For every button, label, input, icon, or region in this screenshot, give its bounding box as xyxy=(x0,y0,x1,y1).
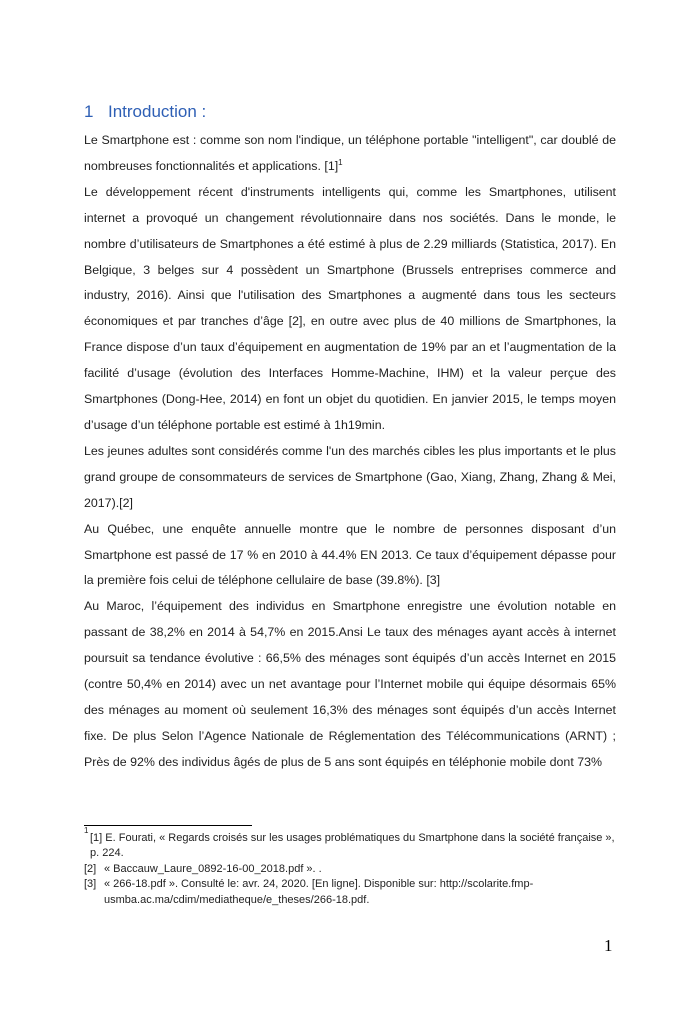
paragraph-morocco: Au Maroc, l’équipement des individus en Smartphone enregistre une évolution notable en passant de 38,2% en 2014 à 54,7% en 2015.Ansi Le taux des ménages ayant accès à internet poursuit sa tendance évolutive : 66,5% des ménages sont équipés d’un accès Internet en 2015 (contre 50,4% en 2014) avec un net avantage pour l’Internet mobile qui équipe désormais 65% des ménages au moment où seulement 16,3% des ménages sont équipés d’un accès Internet fixe. De plus Selon l’Agence Nationale de Réglementation des Télécommunications (ARNT) ; Près de 92% des individus âgés de plus de 5 ans sont équipés en téléphonie mobile dont 73% xyxy=(84,599,616,769)
footnote-mark: [3] xyxy=(84,878,97,891)
footnote-item xyxy=(84,826,616,862)
paragraph-smartphone-definition xyxy=(84,128,616,180)
footnote-mark: [2] xyxy=(84,862,97,875)
section-number: 1 xyxy=(84,102,94,121)
footnote-text: [1] E. Fourati, « Regards croisés sur les usages problématiques du Smartphone dans la société française », p. 224. xyxy=(90,832,615,860)
footnote-reference: 1 xyxy=(338,157,343,167)
footnotes xyxy=(84,826,616,908)
paragraph-quebec: Au Québec, une enquête annuelle montre que le nombre de personnes disposant d’un Smartphone est passé de 17 % en 2010 à 44.4% EN 2013. Ce taux d’équipement dépasse pour la première fois celui de téléphone cellulaire de base (39.8%). [3] xyxy=(84,521,616,588)
paragraph-young-adults: Les jeunes adultes sont considérés comme l'un des marchés cibles les plus importants et le plus grand groupe de consommateurs de services de Smartphone (Gao, Xiang, Zhang, Zhang & Mei, 2017).[2] xyxy=(84,443,616,510)
page-number: 1 xyxy=(604,936,613,955)
footnote-mark: 1 xyxy=(84,826,89,835)
section-heading xyxy=(84,100,206,124)
footnote-item xyxy=(84,862,616,877)
paragraph-text: Le Smartphone est : comme son nom l'indique, un téléphone portable "intelligent", car doublé de nombreuses fonctionnalités et applications. [1] xyxy=(84,133,616,173)
footnote-item xyxy=(84,877,616,908)
section-title: Introduction : xyxy=(108,102,207,121)
footnote-text: « Baccauw_Laure_0892-16-00_2018.pdf ». . xyxy=(104,862,322,875)
footnote-separator xyxy=(84,825,252,826)
body-text xyxy=(84,128,616,776)
footnote-text: « 266-18.pdf ». Consulté le: avr. 24, 2020. [En ligne]. Disponible sur: http://scolarite.fmp-usmba.ac.ma/cdim/mediatheque/e_theses/266-18.pdf. xyxy=(104,878,534,906)
paragraph-world-usage: Le développement récent d'instruments intelligents qui, comme les Smartphones, utilisent internet a provoqué un changement révolutionnaire dans nos sociétés. Dans le monde, le nombre d’utilisateurs de Smartphones a été estimé à plus de 2.29 milliards (Statistica, 2017). En Belgique, 3 belges sur 4 possèdent un Smartphone (Brussels entreprises commerce and industry, 2016). Ainsi que l'utilisation des Smartphones a augmenté dans tous les secteurs économiques et par tranches d’âge [2], en outre avec plus de 40 millions de Smartphones, la France dispose d’un taux d’équipement en augmentation de 19% par an et l’augmentation de la facilité d’usage (évolution des Interfaces Homme-Machine, IHM) et la valeur perçue des Smartphones (Dong-Hee, 2014) en font un objet du quotidien. En janvier 2015, le temps moyen d’usage d’un téléphone portable est estimé à 1h19min. xyxy=(84,184,616,432)
